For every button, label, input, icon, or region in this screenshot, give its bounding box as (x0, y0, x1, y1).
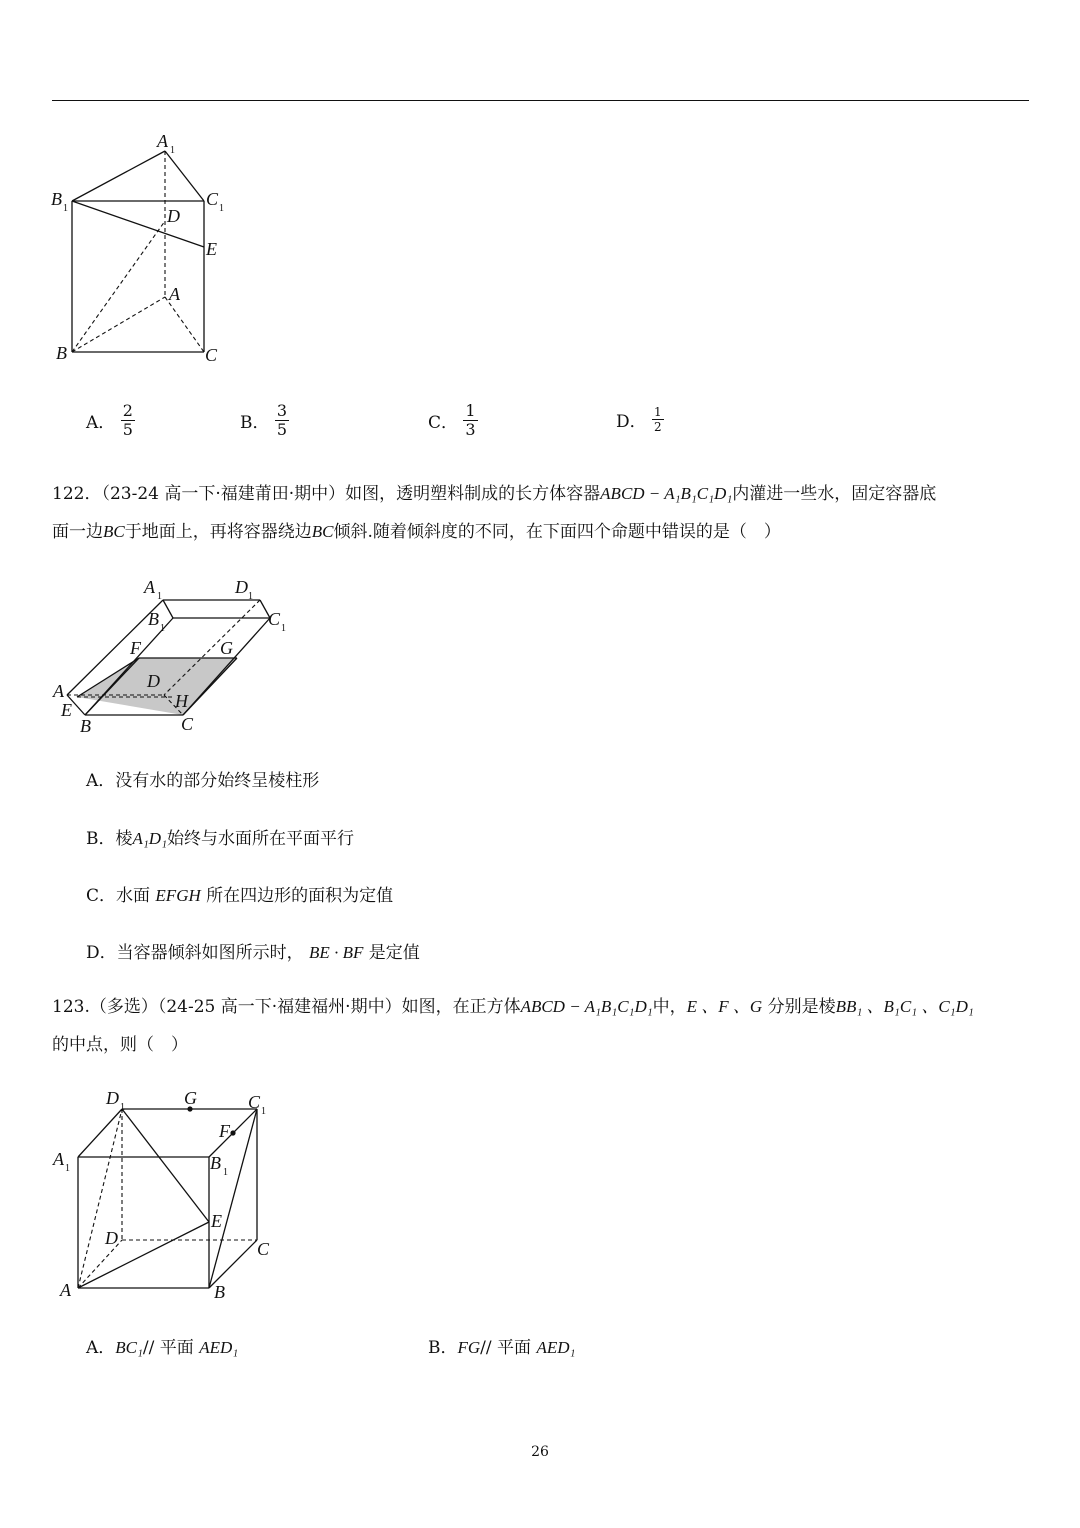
label-a1-sub: 1 (157, 591, 162, 602)
option-text: 没有水的部分始终呈棱柱形 (115, 771, 320, 791)
option-text: 棱 (115, 829, 133, 849)
edge-bc (209, 1240, 257, 1288)
denominator: 5 (276, 420, 288, 439)
option-letter: C． (428, 413, 459, 433)
numerator: 1 (465, 401, 476, 420)
stem-text: 122．（23-24 高一下·福建莆田·期中）如图，透明塑料制成的长方体容器 (52, 484, 601, 504)
label-c1-sub: 1 (219, 203, 224, 214)
option-math: EFGH (155, 886, 201, 905)
option-letter: B． (240, 413, 270, 433)
label-h: H (175, 691, 188, 711)
label-c: C (181, 714, 194, 734)
stem-math: ABCD − A₁B₁C₁D₁ (600, 484, 733, 503)
label-b: B (56, 343, 67, 363)
numerator: 1 (654, 405, 662, 419)
option-text: 始终与水面所在平面平行 (166, 829, 354, 849)
option-text: 是定值 (368, 943, 420, 963)
point-f (230, 1130, 235, 1135)
option-letter: D． (86, 943, 117, 963)
label-c1: C (248, 1092, 261, 1112)
q122-stem-line1 (52, 477, 1042, 511)
label-d1-sub: 1 (248, 591, 253, 602)
edge-ae (78, 1222, 209, 1288)
label-a1: A (157, 131, 168, 151)
label-a1-sub: 1 (170, 145, 175, 156)
edge-a1b1 (72, 151, 165, 201)
figure-q121-prism (40, 125, 240, 375)
figure-q123-cube (40, 1080, 300, 1310)
denominator: 3 (465, 420, 476, 439)
label-g: G (184, 1088, 197, 1108)
q122-stem-line2 (52, 515, 1042, 549)
q123-stem-line1 (52, 990, 1042, 1024)
option-math: FG (457, 1338, 481, 1357)
option-math: A₁D₁ (132, 829, 167, 848)
header-rule (52, 100, 1029, 101)
label-a: A (53, 681, 64, 701)
label-a1-sub: 1 (65, 1163, 70, 1174)
option-letter: C． (86, 886, 117, 906)
option-letter: A． (86, 771, 116, 791)
q121-option-a[interactable] (86, 402, 135, 439)
option-text: // 平面 (142, 1338, 194, 1358)
label-d: D (105, 1228, 118, 1248)
label-c: C (257, 1239, 270, 1259)
q122-option-d[interactable] (86, 938, 420, 963)
option-text: 所在四边形的面积为定值 (206, 886, 394, 906)
edge-b1e (72, 201, 204, 247)
fraction (121, 402, 135, 439)
option-letter: B． (428, 1338, 458, 1358)
option-text: 当容器倾斜如图所示时， (116, 943, 304, 963)
stem-text: 中， (652, 997, 687, 1017)
edge-a1d1 (78, 1109, 122, 1157)
stem-text: 分别是棱 (767, 997, 836, 1017)
page-number: 26 (531, 1444, 549, 1460)
label-c1: C (206, 189, 219, 209)
denominator: 2 (654, 420, 662, 434)
label-a1: A (53, 1149, 64, 1169)
q123-stem-line2 (52, 1028, 1042, 1062)
edge-ba-hidden (72, 297, 165, 352)
label-c1: C (268, 609, 281, 629)
label-b1: B (148, 609, 159, 629)
stem-text: 内灌进一些水，固定容器底 (732, 484, 937, 504)
label-c1-sub: 1 (281, 623, 286, 634)
fraction (463, 402, 477, 439)
label-d1: D (235, 577, 248, 597)
stem-text: 于地面上，再将容器绕边 (124, 522, 312, 542)
q121-option-d[interactable] (616, 405, 664, 434)
q122-option-a[interactable] (86, 766, 319, 791)
stem-text: 的中点，则（ ） (52, 1035, 188, 1055)
label-e: E (211, 1211, 222, 1231)
option-math: BC₁ (115, 1338, 143, 1357)
label-e: E (206, 239, 217, 259)
q121-option-c[interactable] (428, 402, 478, 439)
label-a: A (169, 284, 180, 304)
numerator: 2 (122, 401, 133, 420)
label-a: A (60, 1280, 71, 1300)
option-letter: A． (86, 413, 116, 433)
q122-option-c[interactable] (86, 881, 393, 906)
q122-option-b[interactable] (86, 824, 354, 849)
label-f: F (130, 638, 141, 658)
label-b: B (80, 716, 91, 736)
option-text: 水面 (116, 886, 151, 906)
label-d: D (167, 206, 180, 226)
fraction (275, 402, 289, 439)
option-letter: A． (86, 1338, 116, 1358)
label-b: B (214, 1282, 225, 1302)
edge-a1c1 (165, 151, 204, 201)
q123-option-a[interactable] (86, 1333, 238, 1358)
denominator: 5 (122, 420, 133, 439)
edge-bd-hidden (72, 221, 165, 352)
label-c1-sub: 1 (261, 1106, 266, 1117)
option-math: BE · BF (309, 943, 364, 962)
label-a1: A (144, 577, 155, 597)
stem-math: E 、F 、G (686, 997, 763, 1016)
edge-d1e (122, 1109, 209, 1222)
edge-ac-hidden (165, 297, 204, 352)
label-d: D (147, 671, 160, 691)
label-b1-sub: 1 (160, 623, 165, 634)
numerator: 3 (276, 401, 288, 420)
q123-option-b[interactable] (428, 1333, 575, 1358)
stem-text: 倾斜.随着倾斜度的不同，在下面四个命题中错误的是（ ） (333, 522, 781, 542)
option-letter: B． (86, 829, 116, 849)
label-e: E (61, 700, 72, 720)
label-d1: D (106, 1088, 119, 1108)
label-f: F (219, 1121, 230, 1141)
option-text: // 平面 (480, 1338, 532, 1358)
label-b1-sub: 1 (223, 1167, 228, 1178)
stem-math: BC (311, 522, 334, 541)
q121-option-b[interactable] (240, 402, 289, 439)
label-g: G (220, 638, 233, 658)
stem-math: BB₁ 、B₁C₁ 、C₁D₁ (835, 997, 974, 1016)
option-math: AED₁ (536, 1338, 576, 1357)
stem-math: ABCD − A₁B₁C₁D₁ (520, 997, 653, 1016)
stem-text: 123.（多选）（24-25 高一下·福建福州·期中）如图，在正方体 (52, 997, 521, 1017)
stem-text: 面一边 (52, 522, 103, 542)
label-c: C (205, 345, 218, 365)
edge-ad1-hidden (78, 1109, 122, 1288)
edge-bc1 (209, 1109, 257, 1288)
option-math: AED₁ (199, 1338, 239, 1357)
option-letter: D． (616, 412, 647, 432)
stem-math: BC (103, 522, 125, 541)
fraction (652, 405, 664, 434)
label-d1-sub: 1 (120, 1102, 125, 1113)
label-b1-sub: 1 (63, 203, 68, 214)
label-b1: B (210, 1153, 221, 1173)
figure-q122-container (40, 570, 310, 740)
label-b1: B (51, 189, 62, 209)
